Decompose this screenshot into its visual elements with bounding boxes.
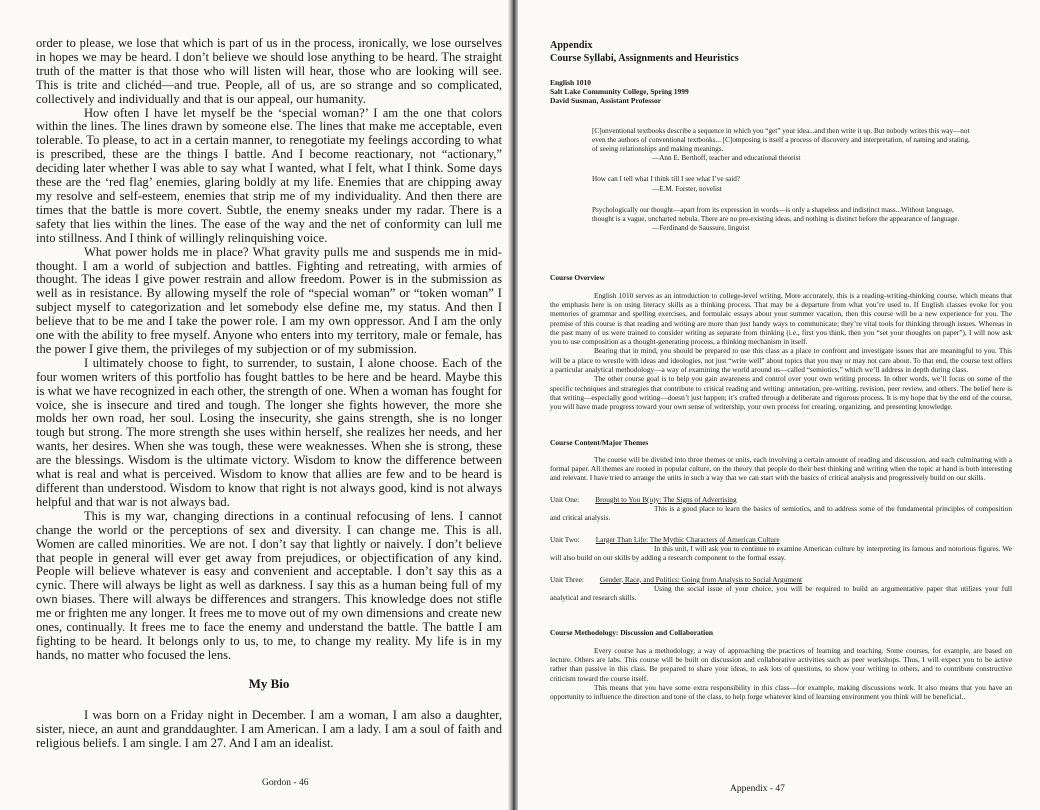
overview-paragraph: English 1010 serves as an introduction to college-level writing. More accurately, this is a reading-writing-thinking course, which means that the emphasis here is on using literacy skills as a thinking process. That may be a departure from what you’re used to. If English classes evoke for you memories of grammar and spelling exercises, and formulaic essays about your summer vacation, then this course will be a new experience for you. The premise of this course is that reading and writing are more than just handy ways to communicate; they’re vital tools for thinking through issues. Whereas in the past many of us were trained to consider writing as separate from thinking (i.e., first you think, then you “set your thoughts on paper”), I will now ask you to use composition as a thought-generating process, a thinking mechanism in itself. — [550, 290, 1012, 347]
course-methodology-heading: Course Methodology: Discussion and Collaboration — [550, 628, 714, 638]
unit-description: Using the social issue of your choice, you will be required to build an argumentative paper that utilizes your full analytical and research skills. — [550, 583, 1012, 603]
unit-three — [550, 575, 1012, 603]
unit-label: Unit Two: — [550, 534, 580, 544]
left-page-number: Gordon - 46 — [262, 778, 309, 788]
unit-title: Brought to You B(u)y: The Signs of Advertising — [595, 494, 737, 504]
course-instructor: David Susman, Assistant Professor — [550, 95, 662, 105]
paragraph-my-war: This is my war, changing directions in a continual refocusing of lens. I cannot change the world or the perceptions of sex and diversity. I can change me. This is all. Women are called minorities. We are not. I don’t say that lightly or naively. I don’t believe that people in general will ever get away from prejudices, or objectification of any kind. People will believe whatever is easy and convenient and acceptable. I don’t say this as a cynic. There will always be light as well as darkness. I say this as a human being full of my own biases. There will always be differences and strangers. This knowledge does not stifle me or frighten me any longer. It frees me to move out of my own dimensions and create new ones, continually. It frees me to face the enemy and understand the battle. The battle I am fighting to be heard. It belongs only to us, to me, to change my reality. My life is in my hands, no matter who focused the lens. — [36, 508, 502, 662]
paragraph-choose-to-fight: I ultimately choose to fight, to surrender, to sustain, I alone choose. Each of the four women writers of this portfolio has fought battles to be here and be heard. Maybe this is what we have recognized in each other, the strength of one. When a woman has fought for voice, she is insecure and tired and tough. The longer she fights however, the more she molds her own road, her soul. Losing the insecurity, she gains strength, she is no longer tough but strong. The more strength she uses within herself, she realizes her needs, and her wants, her desires. When she was tough, these were weaknesses. When she is strong, these are the blessings. Wisdom is the ultimate victory. Wisdom to know the difference between what is real and what is perceived. Wisdom to know that allies are few and to be heard is different than understood. Wisdom to know that right is not always good, kind is not always helpful and that war is not always bad. — [36, 355, 502, 509]
bio-paragraph: I was born on a Friday night in December. I am a woman, I am also a daughter, sister, niece, an aunt and granddaughter. I am American. I am a lady. I am a soul of faith and religious beliefs. I am single. I am 27. And I am an idealist. — [36, 707, 502, 750]
quote-berthoff — [592, 127, 974, 164]
paragraph-continuation: order to please, we lose that which is part of us in the process, ironically, we lose ourselves in hopes we may be heard. I don’t believe we should lose anything to be heard. The straight truth of the matter is that those who will listen will hear, those who are looking will see. This is trite and clichéd—and true. People, all of us, are so strange and so complicated, collectively and individually and that is our appeal, our humanity. — [36, 36, 502, 106]
epigraph-quotes — [592, 127, 974, 234]
course-themes-heading: Course Content/Major Themes — [550, 437, 649, 447]
appendix-title: Appendix — [550, 40, 593, 51]
quote-text: How can I tell what I think till I see what I’ve said? — [592, 175, 741, 184]
paragraph-power: What power holds me in place? What gravity pulls me and suspends me in mid-thought. I am a world of subjection and battles. Fighting and retreating, with armies of thought. The ideas I give power restrain and allow freedom. Power is in the submission as well as in resistance. By allowing myself the role of “special woman” or “token woman” I subject myself to categorization and let somebody else define me, my status. And then I believe that to be me and I take the power role. I am my own oppressor. And I am the only one with the ability to free myself. Anyone who enters into my territory, male or female, has the power I give them, the privileges of my subjection or of my submission. — [36, 244, 502, 356]
quote-text: Psychologically our thought—apart from its expression in words—is only a shapeless and indistinct mass...Without language, thought is a vague, uncharted nebula. There are no pre-existing ideas, and nothing is distinct before the appearance of language. — [592, 205, 960, 223]
overview-paragraph: The other course goal is to help you gain awareness and control over your own writing process. In other words, we’ll focus on some of the specific techniques and strategies that contribute to critical reading and writing: annotation, pre-writing, revision, peer review, and others. The belief here is that writing—especially good writing—doesn’t just happen; it’s crafted through a deliberate and rigorous process. It is my hope that by the end of the course, you will have made progress toward your own sense of writership, your own process for creating, organizing, and presenting knowledge. — [550, 374, 1012, 412]
unit-description: This is a good place to learn the basics of semiotics, and to address some of the fundamental principles of composition and critical analysis. — [550, 504, 1012, 523]
quote-attribution: —Ann E. Berthoff, teacher and educational theorist — [652, 154, 801, 163]
quote-attribution: —E.M. Forster, novelist — [652, 184, 722, 193]
methodology-paragraph: This means that you have some extra responsibility in this class—for example, making discussions work. It also means that you have an opportunity to influence the direction and tone of the class, to help forge whatever kind of learning environment you think will be beneficial.. — [550, 682, 1012, 702]
unit-label: Unit Three: — [550, 574, 584, 584]
quote-saussure — [592, 206, 974, 234]
bio-heading: My Bio — [248, 675, 290, 691]
quote-forster — [592, 175, 974, 193]
paragraph-special-woman: How often I have let myself be the ‘special woman?’ I am the one that colors within the lines. The lines drawn by someone else. The lines that make me acceptable, even tolerable. To please, to act in a certain manner, to renegotiate my feelings according to what is prescribed, these are the things I battle. And I become reactionary, not “actionary,” deciding later whether I was able to say what I wanted, what I felt, what I think. Some days these are the ‘red flag’ enemies, glaring boldly at my life. Enemies that are chipping away my resolve and self-esteem, enemies that strip me of my individuality. And then there are times that the battle is more covert. Subtle, the enemy sneaks under my radar. There is a safety that lies within the lines. The ease of the way and the net of conformity can lull me into stillness. And I think of willingly relinquishing voice. — [36, 105, 502, 245]
unit-description: In this unit, I will ask you to continue to examine American culture by interpreting its famous and notorious figures. We will also build on our skills by adding a research component to the formal essay. — [550, 543, 1012, 563]
themes-paragraph: The course will be divided into three themes or units, each involving a certain amount of reading and discussion, and each culminating with a formal paper. All themes are rooted in popular culture, on the theory that people do their best thinking and writing when the topic at hand is both interesting and relevant. I have tried to arrange the units in such a way that we can start with the basics of critical analysis and progressively build on our skills. — [550, 454, 1012, 483]
course-overview-heading: Course Overview — [550, 273, 605, 283]
left-page-body — [36, 37, 502, 750]
quote-attribution: —Ferdinand de Saussure, linguist — [652, 224, 750, 233]
unit-two — [550, 535, 1012, 563]
right-page-number: Appendix - 47 — [730, 784, 785, 794]
unit-title: Larger Than Life: The Mythic Characters of American Culture — [595, 534, 780, 544]
methodology-paragraph: Every course has a methodology, a way of approaching the practices of learning and teaching. Some courses, for example, are based on lecture. Others are labs. This course will be built on discussion and collaborative activities such as peer workshops. Thus, I will expect you to be active rather than passive in this class. Be prepared to share your ideas, to ask lots of questions, to show your writing to others, and to contribute constructive criticism toward the course itself. — [550, 645, 1012, 683]
unit-title: Gender, Race, and Politics: Going from Analysis to Social Argument — [599, 574, 803, 584]
overview-paragraph: Bearing that in mind, you should be prepared to use this class as a place to confront and investigate issues that are meaningful to you. This will be a place to wrestle with ideas and ideologies, not just “write well” about topics that you may or may not care about. To that end, the course text offers a particular analytical methodology—a way of examining the world around us—called “semiotics,” which we’ll address in depth during class. — [550, 346, 1012, 375]
left-page — [0, 0, 510, 810]
appendix-subtitle: Course Syllabi, Assignments and Heuristics — [550, 52, 739, 64]
right-page-body — [550, 40, 1012, 702]
course-name: English 1010 — [550, 78, 592, 88]
quote-text: [C]onventional textbooks describe a sequence in which you “get” your idea...and then write it up. But nobody writes this way—not even the authors of conventional textbooks... [C]omposing is itself a process of discovery and interpretation, of naming and stating, of seeing relationships and making meanings. — [592, 126, 970, 153]
course-term: Salt Lake Community College, Spring 1999 — [550, 86, 689, 96]
unit-label: Unit One: — [550, 494, 580, 504]
course-info — [550, 79, 1012, 105]
right-page — [518, 0, 1040, 810]
unit-one — [550, 495, 1012, 523]
